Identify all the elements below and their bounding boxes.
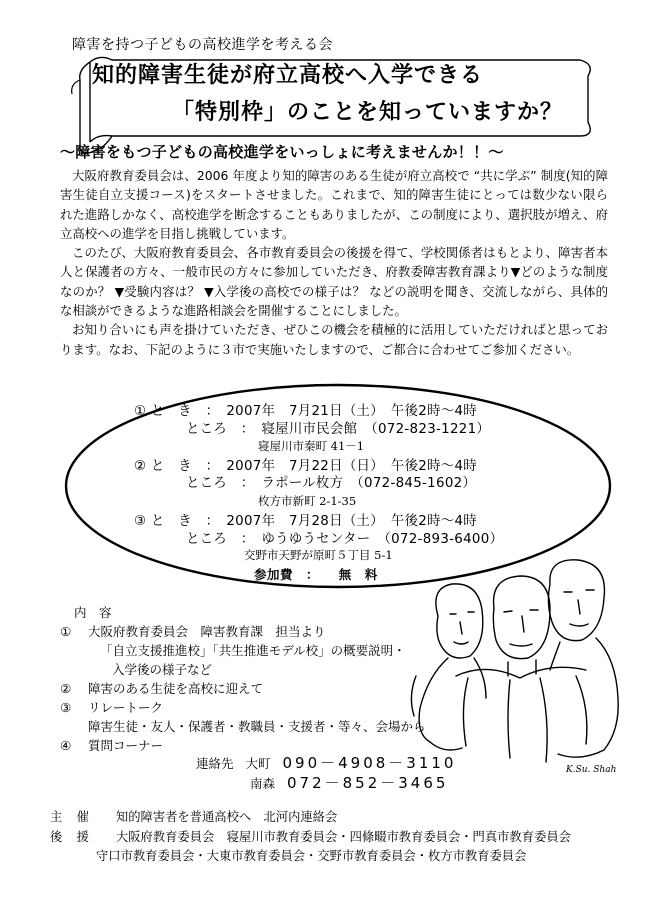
contact-phone-1: 090－4908－3110	[282, 754, 457, 772]
organizer-label: 主 催	[50, 810, 90, 824]
three-figures-illustration	[390, 558, 625, 780]
title-line-1: 知的障害生徒が府立高校へ入学できる	[92, 63, 484, 88]
event-3-venue: ところ ： ゆうゆうセンター （072-893-6400）	[186, 532, 504, 547]
intro-paragraph-3: お知り合いにも声を掛けていただき、ぜひこの機会を積極的に活用していただければと思っております。なお、下記のように３市で実施いたしますので、ご都合に合わせてご参加ください。	[60, 322, 608, 357]
organization-name: 障害を持つ子どもの高校進学を考える会	[72, 37, 333, 53]
list-item	[60, 717, 426, 736]
item-text: 大阪府教育委員会 障害教育課 担当より	[88, 624, 326, 639]
list-item	[60, 698, 426, 717]
sponsors-line-2: 守口市教育委員会・大東市教育委員会・交野市教育委員会・枚方市教育委員会	[96, 849, 527, 863]
event-2-address: 枚方市新町 2-1-35	[258, 494, 357, 508]
subtitle: 〜障害をもつ子どもの高校進学をいっしょに考えませんか！！〜	[60, 143, 504, 161]
participation-fee: 参加費 ： 無 料	[254, 567, 378, 582]
item-text: 障害のある生徒を高校に迎えて	[88, 681, 264, 696]
list-item	[60, 622, 426, 641]
organizer-row	[50, 808, 571, 828]
title-line-2: 「特別枠」のことを知っていますか？	[172, 100, 564, 125]
item-text: 質問コーナー	[88, 738, 164, 753]
list-item	[60, 641, 426, 660]
intro-text	[60, 166, 608, 359]
sponsor-label: 後 援	[50, 829, 90, 844]
event-3-address: 交野市天野が原町５丁目 5-1	[244, 548, 393, 562]
item-text: 入学後の様子など	[112, 662, 213, 677]
item-number	[60, 717, 88, 736]
contact-person-2: 南森	[250, 776, 276, 791]
list-item	[60, 660, 426, 679]
event-1-address: 寝屋川市秦町 41－1	[258, 439, 365, 453]
event-2-number: ②	[134, 459, 147, 474]
item-number: ①	[60, 624, 72, 639]
event-2-venue: ところ ： ラポール枚方 （072-845-1602）	[186, 476, 477, 491]
intro-paragraph-2: このたび、大阪府教育委員会、各市教育委員会の後援を得て、学校関係者はもとより、障害者本人と保護者の方々、一般市民の方々に参加していただき、府教委障害教育課より▼どのような制度なのか？ ▼受験内容は？ ▼入学後の高校での様子は？ などの説明を聞き、交流しながら、具体的な相談ができるような進路相談会を開催することにしました。	[60, 245, 608, 319]
event-1-number: ①	[134, 404, 147, 419]
item-number	[60, 641, 100, 660]
item-number: ③	[60, 700, 72, 715]
organizer-name: 知的障害者を普通高校へ 北河内連絡会	[115, 810, 338, 824]
artist-signature: K.Su. Shah	[566, 765, 617, 775]
contents-heading: 内 容	[74, 605, 112, 620]
event-3-toki: と き ： 2007年 7月28日（土） 午後2時〜4時	[150, 514, 477, 529]
item-text: 障害生徒・友人・保護者・教職員・支援者・等々、会場から	[88, 719, 426, 734]
event-3-number: ③	[134, 514, 147, 529]
contact-label: 連絡先	[196, 756, 234, 771]
event-1-venue: ところ ： 寝屋川市民会館 （072-823-1221）	[186, 422, 491, 437]
list-item	[60, 679, 426, 698]
item-text: リレートーク	[88, 700, 164, 715]
event-1-toki: と き ： 2007年 7月21日（土） 午後2時〜4時	[150, 404, 477, 419]
footer-credits	[50, 808, 571, 867]
contact-phone-2: 072－852－3465	[287, 774, 449, 792]
item-number	[60, 660, 112, 679]
event-1-datetime	[134, 400, 477, 419]
sponsors-line-1: 大阪府教育委員会 寝屋川市教育委員会・四條畷市教育委員会・門真市教育委員会	[115, 829, 571, 844]
contact-person-1: 大町	[245, 756, 271, 771]
intro-paragraph-1: 大阪府教育委員会は、2006 年度より知的障害のある生徒が府立高校で “共に学ぶ” 制度(知的障害生徒自立支援コース)をスタートさせました。これまで、知的障害生徒にとっては数少ない限られた進路しかなく、高校進学を断念することもありましたが、この制度により、選択肢が増え、府立高校への進学を目指し挑戦しています。	[60, 168, 608, 241]
event-2-toki: と き ： 2007年 7月22日（日） 午後2時〜4時	[150, 459, 477, 474]
item-number: ④	[60, 738, 72, 753]
sponsor-row	[50, 828, 571, 848]
item-number: ②	[60, 681, 72, 696]
event-3-datetime	[134, 510, 477, 529]
program-contents	[60, 603, 426, 755]
item-text: 「自立支援推進校」「共生推進モデル校」の概要説明・	[100, 643, 406, 658]
